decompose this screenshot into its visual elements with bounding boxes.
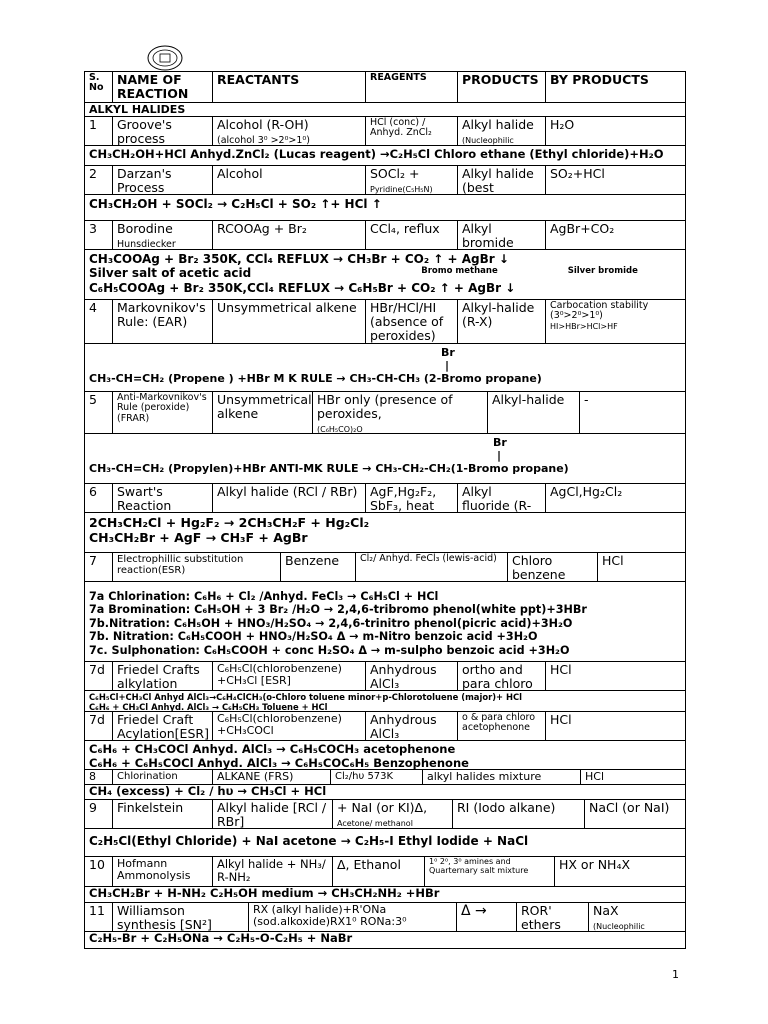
reactants-cell: ALKANE (FRS) xyxy=(213,770,331,784)
reactants-cell: C₆H₅Cl(chlorobenzene) +CH₃COCl xyxy=(213,712,366,740)
byproducts-cell: - xyxy=(584,392,589,407)
table-row xyxy=(85,712,685,741)
byproducts-cell: HCl xyxy=(585,770,605,783)
row-number: 3 xyxy=(85,221,113,249)
equation-block xyxy=(85,513,685,553)
reactants-cell: Benzene xyxy=(281,553,356,581)
reactants-cell: Alkyl halide (RCl / RBr) xyxy=(213,484,366,512)
equation: C₂H₅Cl(Ethyl Chloride) + NaI acetone → C₂H₅-I Ethyl Iodide + NaCl xyxy=(89,834,529,848)
equation-block xyxy=(85,932,685,948)
reaction-table xyxy=(84,71,686,949)
reagents-cell: + NaI (or KI)Δ, Acetone/ methanol xyxy=(333,800,453,828)
equation: CH₃CH₂OH + SOCl₂ → C₂H₅Cl + SO₂ ↑+ HCl ↑ xyxy=(89,197,382,211)
equation-block xyxy=(85,146,685,166)
reagents-cell: Anhydrous AlCl₃ xyxy=(366,712,458,740)
reactants-cell: Unsymmetrical alkene xyxy=(213,392,313,433)
row-number: 8 xyxy=(85,770,113,784)
products-cell: Chloro benzene xyxy=(508,553,598,581)
row-number: 1 xyxy=(85,117,113,145)
equation-label: Silver salt of acetic acid xyxy=(89,266,252,281)
equation: CH₄ (excess) + Cl₂ / hυ → CH₃Cl + HCl xyxy=(89,785,327,798)
reaction-name: Friedel Craft Acylation[ESR] xyxy=(113,712,213,740)
byproducts-cell: HCl xyxy=(550,662,572,677)
table-header xyxy=(85,72,685,103)
equation-label: Silver bromide xyxy=(567,266,638,277)
reactants-cell: RX (alkyl halide)+R'ONa (sod.alkoxide)RX1⁰ RONa:3⁰ xyxy=(249,903,457,931)
equation: CH₃-CH=CH₂ (Propene ) +HBr M K RULE → CH₃-CH-CH₃ (2-Bromo propane) xyxy=(89,372,542,386)
reaction-name: Hofmann Ammonolysis xyxy=(113,857,213,886)
reagents-cell: Cl₂/ Anhyd. FeCl₃ (lewis-acid) xyxy=(356,553,508,581)
bromine-substituent: Br xyxy=(493,436,507,449)
reagents-cell: HBr only (presence of peroxides, (C₆H₅CO)₂O xyxy=(313,392,488,433)
row-number: 2 xyxy=(85,166,113,194)
reagents-cell: AgF,Hg₂F₂, SbF₃, heat xyxy=(366,484,458,512)
equation-block xyxy=(85,887,685,903)
row-number: 11 xyxy=(85,903,113,931)
equation: C₆H₅Cl+CH₃Cl Anhyd AlCl₃→C₆H₄ClCH₃(o-Chloro toluene minor+p-Chlorotoluene (major)+ HCl xyxy=(89,693,522,702)
table-row xyxy=(85,770,685,785)
products-cell: RI (Iodo alkane) xyxy=(453,800,585,828)
equation: CH₃COOAg + Br₂ 350K, CCl₄ REFLUX → CH₃Br + CO₂ ↑ + AgBr ↓ xyxy=(89,252,509,266)
byproducts-cell: SO₂+HCl xyxy=(550,166,605,181)
reagents-cell: HCl (conc) / Anhyd. ZnCl₂ xyxy=(366,117,458,145)
table-row xyxy=(85,800,685,829)
equation: C₆H₆ + C₆H₅COCl Anhyd. AlCl₃ → C₆H₅COC₆H₅ Benzophenone xyxy=(89,756,469,769)
header-reagents: REAGENTS xyxy=(366,72,458,102)
reagents-cell: HBr/HCl/HI (absence of peroxides) xyxy=(366,300,458,343)
products-cell: 1⁰ 2⁰, 3⁰ amines and Quarternary salt mixture xyxy=(425,857,555,886)
table-row xyxy=(85,903,685,932)
equation-block: Br | CH₃-CH=CH₂ (Propylen)+HBr ANTI-MK RULE → CH₃-CH₂-CH₂(1-Bromo propane) xyxy=(85,434,685,484)
table-row xyxy=(85,662,685,691)
header-byproducts: BY PRODUCTS xyxy=(550,72,649,87)
products-cell: Alkyl-halide xyxy=(488,392,580,433)
reaction-name: Friedel Crafts alkylation xyxy=(113,662,213,690)
products-cell: ROR' ethers xyxy=(517,903,589,931)
reagents-cell: Δ, Ethanol xyxy=(333,857,425,886)
reaction-name: Finkelstein xyxy=(113,800,213,828)
section-title: ALKYL HALIDES xyxy=(89,103,186,116)
reactants-cell: RCOOAg + Br₂ xyxy=(213,221,366,249)
equation: CH₃-CH=CH₂ (Propylen)+HBr ANTI-MK RULE → CH₃-CH₂-CH₂(1-Bromo propane) xyxy=(89,462,569,476)
equation: 7a Chlorination: C₆H₆ + Cl₂ /Anhyd. FeCl₃ → C₆H₅Cl + HCl xyxy=(89,590,439,603)
reaction-name: Chlorination xyxy=(113,770,213,784)
byproducts-cell: HX or NH₄X xyxy=(559,857,631,872)
reactants-cell: Alkyl halide + NH₃/ R-NH₂ xyxy=(213,857,333,886)
reaction-name: Borodine Hunsdiecker xyxy=(113,221,213,249)
products-cell: Alkyl halide (Nucleophilic xyxy=(458,117,546,145)
table-row xyxy=(85,117,685,146)
reagents-cell: CCl₄, reflux xyxy=(366,221,458,249)
table-row xyxy=(85,166,685,195)
reactants-cell: Alkyl halide [RCl / RBr] xyxy=(213,800,333,828)
products-cell: Alkyl-halide (R-X) xyxy=(458,300,546,343)
header-products: PRODUCTS xyxy=(458,72,546,102)
equation: C₂H₅-Br + C₂H₅ONa → C₂H₅-O-C₂H₅ + NaBr xyxy=(89,932,353,945)
reaction-name: Darzan's Process xyxy=(113,166,213,194)
section-title-row xyxy=(85,103,685,117)
table-row xyxy=(85,300,685,344)
byproducts-cell: NaX (Nucleophilic xyxy=(593,903,645,931)
reactants-cell: Alcohol xyxy=(213,166,366,194)
equation: 2CH₃CH₂Cl + Hg₂F₂ → 2CH₃CH₂F + Hg₂Cl₂ xyxy=(89,515,370,530)
table-row xyxy=(85,221,685,250)
reagents-cell: SOCl₂ + Pyridine(C₅H₅N) xyxy=(366,166,458,194)
byproducts-cell: HCl xyxy=(550,712,572,727)
reactants-cell: Alcohol (R-OH) (alcohol 3⁰ >2⁰>1⁰) xyxy=(213,117,366,145)
row-number: 5 xyxy=(85,392,113,433)
equation-block: Br | CH₃-CH=CH₂ (Propene ) +HBr M K RULE → CH₃-CH-CH₃ (2-Bromo propane) xyxy=(85,344,685,392)
equation-block xyxy=(85,582,685,662)
byproducts-cell: Carbocation stability (3⁰>2⁰>1⁰) HI>HBr>HCl>HF xyxy=(550,300,649,331)
byproducts-cell: NaCl (or NaI) xyxy=(589,800,670,815)
row-number: 10 xyxy=(85,857,113,886)
reaction-name: Swart's Reaction xyxy=(113,484,213,512)
bromine-substituent: Br xyxy=(441,346,455,359)
equation-block xyxy=(85,741,685,770)
equation: 7b. Nitration: C₆H₅COOH + HNO₃/H₂SO₄ Δ → m-Nitro benzoic acid +3H₂O xyxy=(89,630,538,644)
reagents-cell: Δ → xyxy=(457,903,517,931)
equation-block xyxy=(85,829,685,857)
header-name: NAME OF REACTION xyxy=(113,72,213,102)
products-cell: Alkyl halide (best xyxy=(458,166,546,194)
equation-block xyxy=(85,195,685,221)
equation: CH₃CH₂Br + H-NH₂ C₂H₅OH medium → CH₃CH₂NH₂ +HBr xyxy=(89,887,440,900)
reaction-name: Groove's process xyxy=(113,117,213,145)
equation: CH₃CH₂Br + AgF → CH₃F + AgBr xyxy=(89,530,308,545)
header-sno: S. No xyxy=(85,72,113,102)
equation: 7a Bromination: C₆H₅OH + 3 Br₂ /H₂O → 2,4,6-tribromo phenol(white ppt)+3HBr xyxy=(89,603,587,617)
equation-block xyxy=(85,691,685,712)
institution-logo xyxy=(146,44,184,72)
equation-block xyxy=(85,785,685,800)
table-row xyxy=(85,484,685,513)
equation-block xyxy=(85,250,685,300)
products-cell: o & para chloro acetophenone xyxy=(458,712,546,740)
products-cell: ortho and para chloro xyxy=(458,662,546,690)
products-cell: alkyl halides mixture xyxy=(423,770,581,784)
row-number: 4 xyxy=(85,300,113,343)
table-row xyxy=(85,392,685,434)
equation-label: Bromo methane xyxy=(421,266,498,277)
equation: C₆H₆ + CH₃Cl Anhyd. AlCl₃ → C₆H₅CH₃ Toluene + HCl xyxy=(89,702,328,711)
row-number: 7 xyxy=(85,553,113,581)
reagents-cell: Anhydrous AlCl₃ xyxy=(366,662,458,690)
row-number: 7d xyxy=(85,712,113,740)
equation: 7c. Sulphonation: C₆H₅COOH + conc H₂SO₄ Δ → m-sulpho benzoic acid +3H₂O xyxy=(89,643,570,657)
equation: 7b.Nitration: C₆H₅OH + HNO₃/H₂SO₄ → 2,4,6-trinitro phenol(picric acid)+3H₂O xyxy=(89,616,573,630)
table-row xyxy=(85,553,685,582)
equation: C₆H₆ + CH₃COCl Anhyd. AlCl₃ → C₆H₅COCH₃ acetophenone xyxy=(89,743,456,756)
products-cell: Alkyl bromide xyxy=(458,221,546,249)
byproducts-cell: AgCl,Hg₂Cl₂ xyxy=(550,484,623,499)
reaction-name: Electrophillic substitution reaction(ESR) xyxy=(113,553,281,581)
row-number: 9 xyxy=(85,800,113,828)
byproducts-cell: HCl xyxy=(602,553,624,568)
reaction-name: Williamson synthesis [SN²] xyxy=(113,903,249,931)
table-row xyxy=(85,857,685,887)
page-number: 1 xyxy=(672,968,679,981)
products-cell: Alkyl fluoride (R- xyxy=(458,484,546,512)
row-number: 7d xyxy=(85,662,113,690)
reactants-cell: Unsymmetrical alkene xyxy=(213,300,366,343)
reaction-name: Markovnikov's Rule: (EAR) xyxy=(113,300,213,343)
byproducts-cell: H₂O xyxy=(550,117,575,132)
reaction-name: Anti-Markovnikov's Rule (peroxide) (FRAR) xyxy=(113,392,213,433)
row-number: 6 xyxy=(85,484,113,512)
equation: C₆H₅COOAg + Br₂ 350K,CCl₄ REFLUX → C₆H₅Br + CO₂ ↑ + AgBr ↓ xyxy=(89,280,516,295)
reactants-cell: C₆H₅Cl(chlorobenzene) +CH₃Cl [ESR] xyxy=(213,662,366,690)
header-reactants: REACTANTS xyxy=(213,72,366,102)
reagents-cell: Cl₂/hυ 573K xyxy=(331,770,423,784)
equation: CH₃CH₂OH+HCl Anhyd.ZnCl₂ (Lucas reagent) →C₂H₅Cl Chloro ethane (Ethyl chloride)+H₂O xyxy=(89,147,664,161)
byproducts-cell: AgBr+CO₂ xyxy=(550,221,615,236)
